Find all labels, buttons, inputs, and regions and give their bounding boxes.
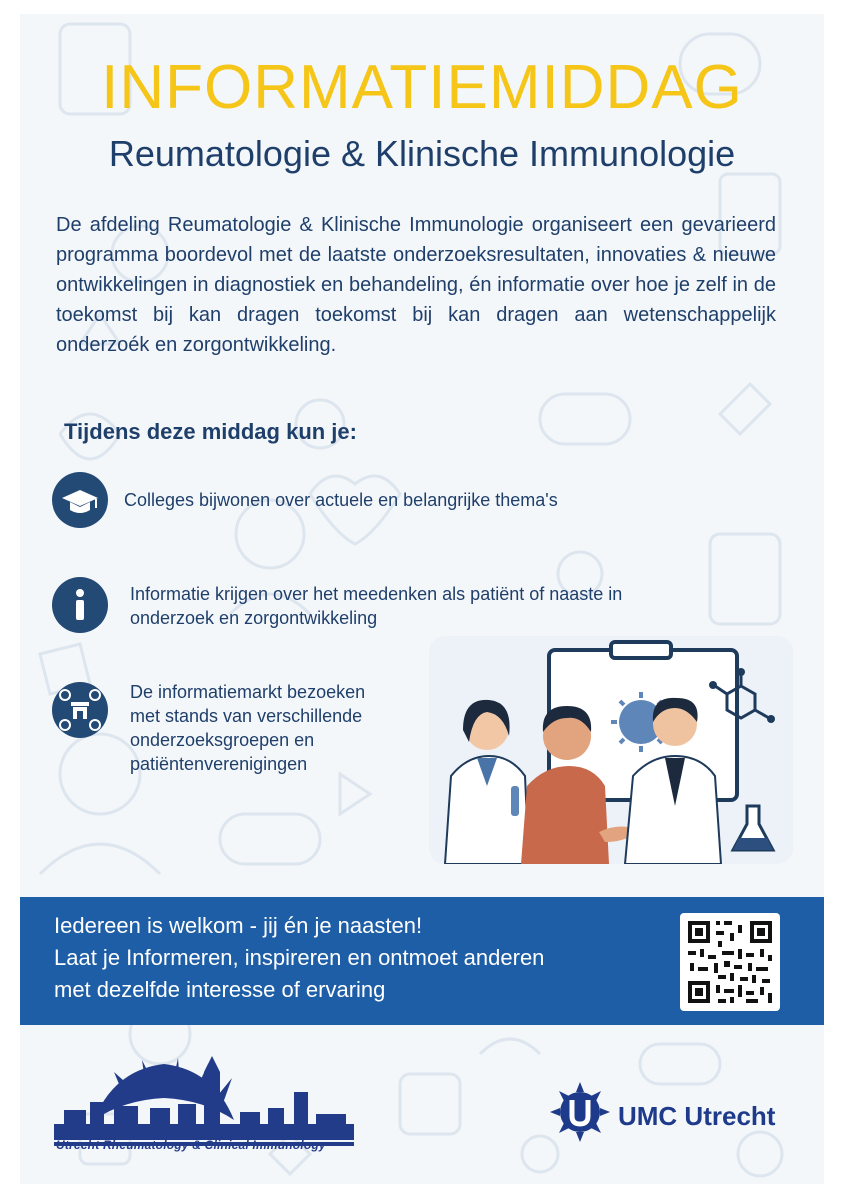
qr-code-icon[interactable] — [680, 913, 780, 1011]
poster — [20, 14, 824, 1184]
activity-line: met stands van verschillende — [130, 706, 363, 726]
graduation-cap-icon — [52, 472, 108, 528]
activities-heading: Tijdens deze middag kun je: — [64, 419, 357, 444]
activity-line: De informatiemarkt bezoeken — [130, 682, 366, 702]
activity-line: patiëntenverenigingen — [130, 754, 308, 774]
intro-paragraph: De afdeling Reumatologie & Klinische Immunologie organiseert een gevarieerd programma boordevol met de laatste onderzoeksresultaten, innovaties & nieuwe ontwikkelingen in diagnostiek en behandeling, én informatie over hoe je zelf in de toekomst bij kan dragen toekomst bij kan dragen aan wetenschappelijk onderzoék en zorgontwikkeling. — [56, 214, 776, 356]
activity-line: onderzoek en zorgontwikkeling — [130, 608, 378, 628]
umc-utrecht-emblem-icon — [548, 1080, 612, 1144]
umc-utrecht-logo-text: UMC Utrecht — [618, 1101, 776, 1131]
banner-line: Laat je Informeren, inspireren en ontmoet anderen — [54, 945, 545, 970]
activity-line: Colleges bijwonen over actuele en belangrijke thema's — [124, 490, 558, 510]
doctors-patient-illustration — [429, 636, 793, 864]
page-title: INFORMATIEMIDDAG — [101, 53, 743, 122]
activity-lectures — [124, 488, 724, 512]
activity-information-market — [130, 680, 410, 776]
welcome-banner — [20, 897, 824, 1025]
utrecht-rheumatology-logo-text: Utrecht Rheumatology & Clinical Immunology — [56, 1138, 326, 1152]
activity-line: onderzoeksgroepen en — [130, 730, 315, 750]
page-subtitle: Reumatologie & Klinische Immunologie — [108, 133, 736, 174]
activity-line: Informatie krijgen over het meedenken als patiënt of naaste in — [130, 584, 623, 604]
activity-participation — [130, 582, 730, 630]
market-stand-icon — [52, 682, 108, 738]
info-icon — [52, 577, 108, 633]
banner-line: met dezelfde interesse of ervaring — [54, 977, 386, 1002]
banner-line: Iedereen is welkom - jij én je naasten! — [54, 913, 423, 938]
